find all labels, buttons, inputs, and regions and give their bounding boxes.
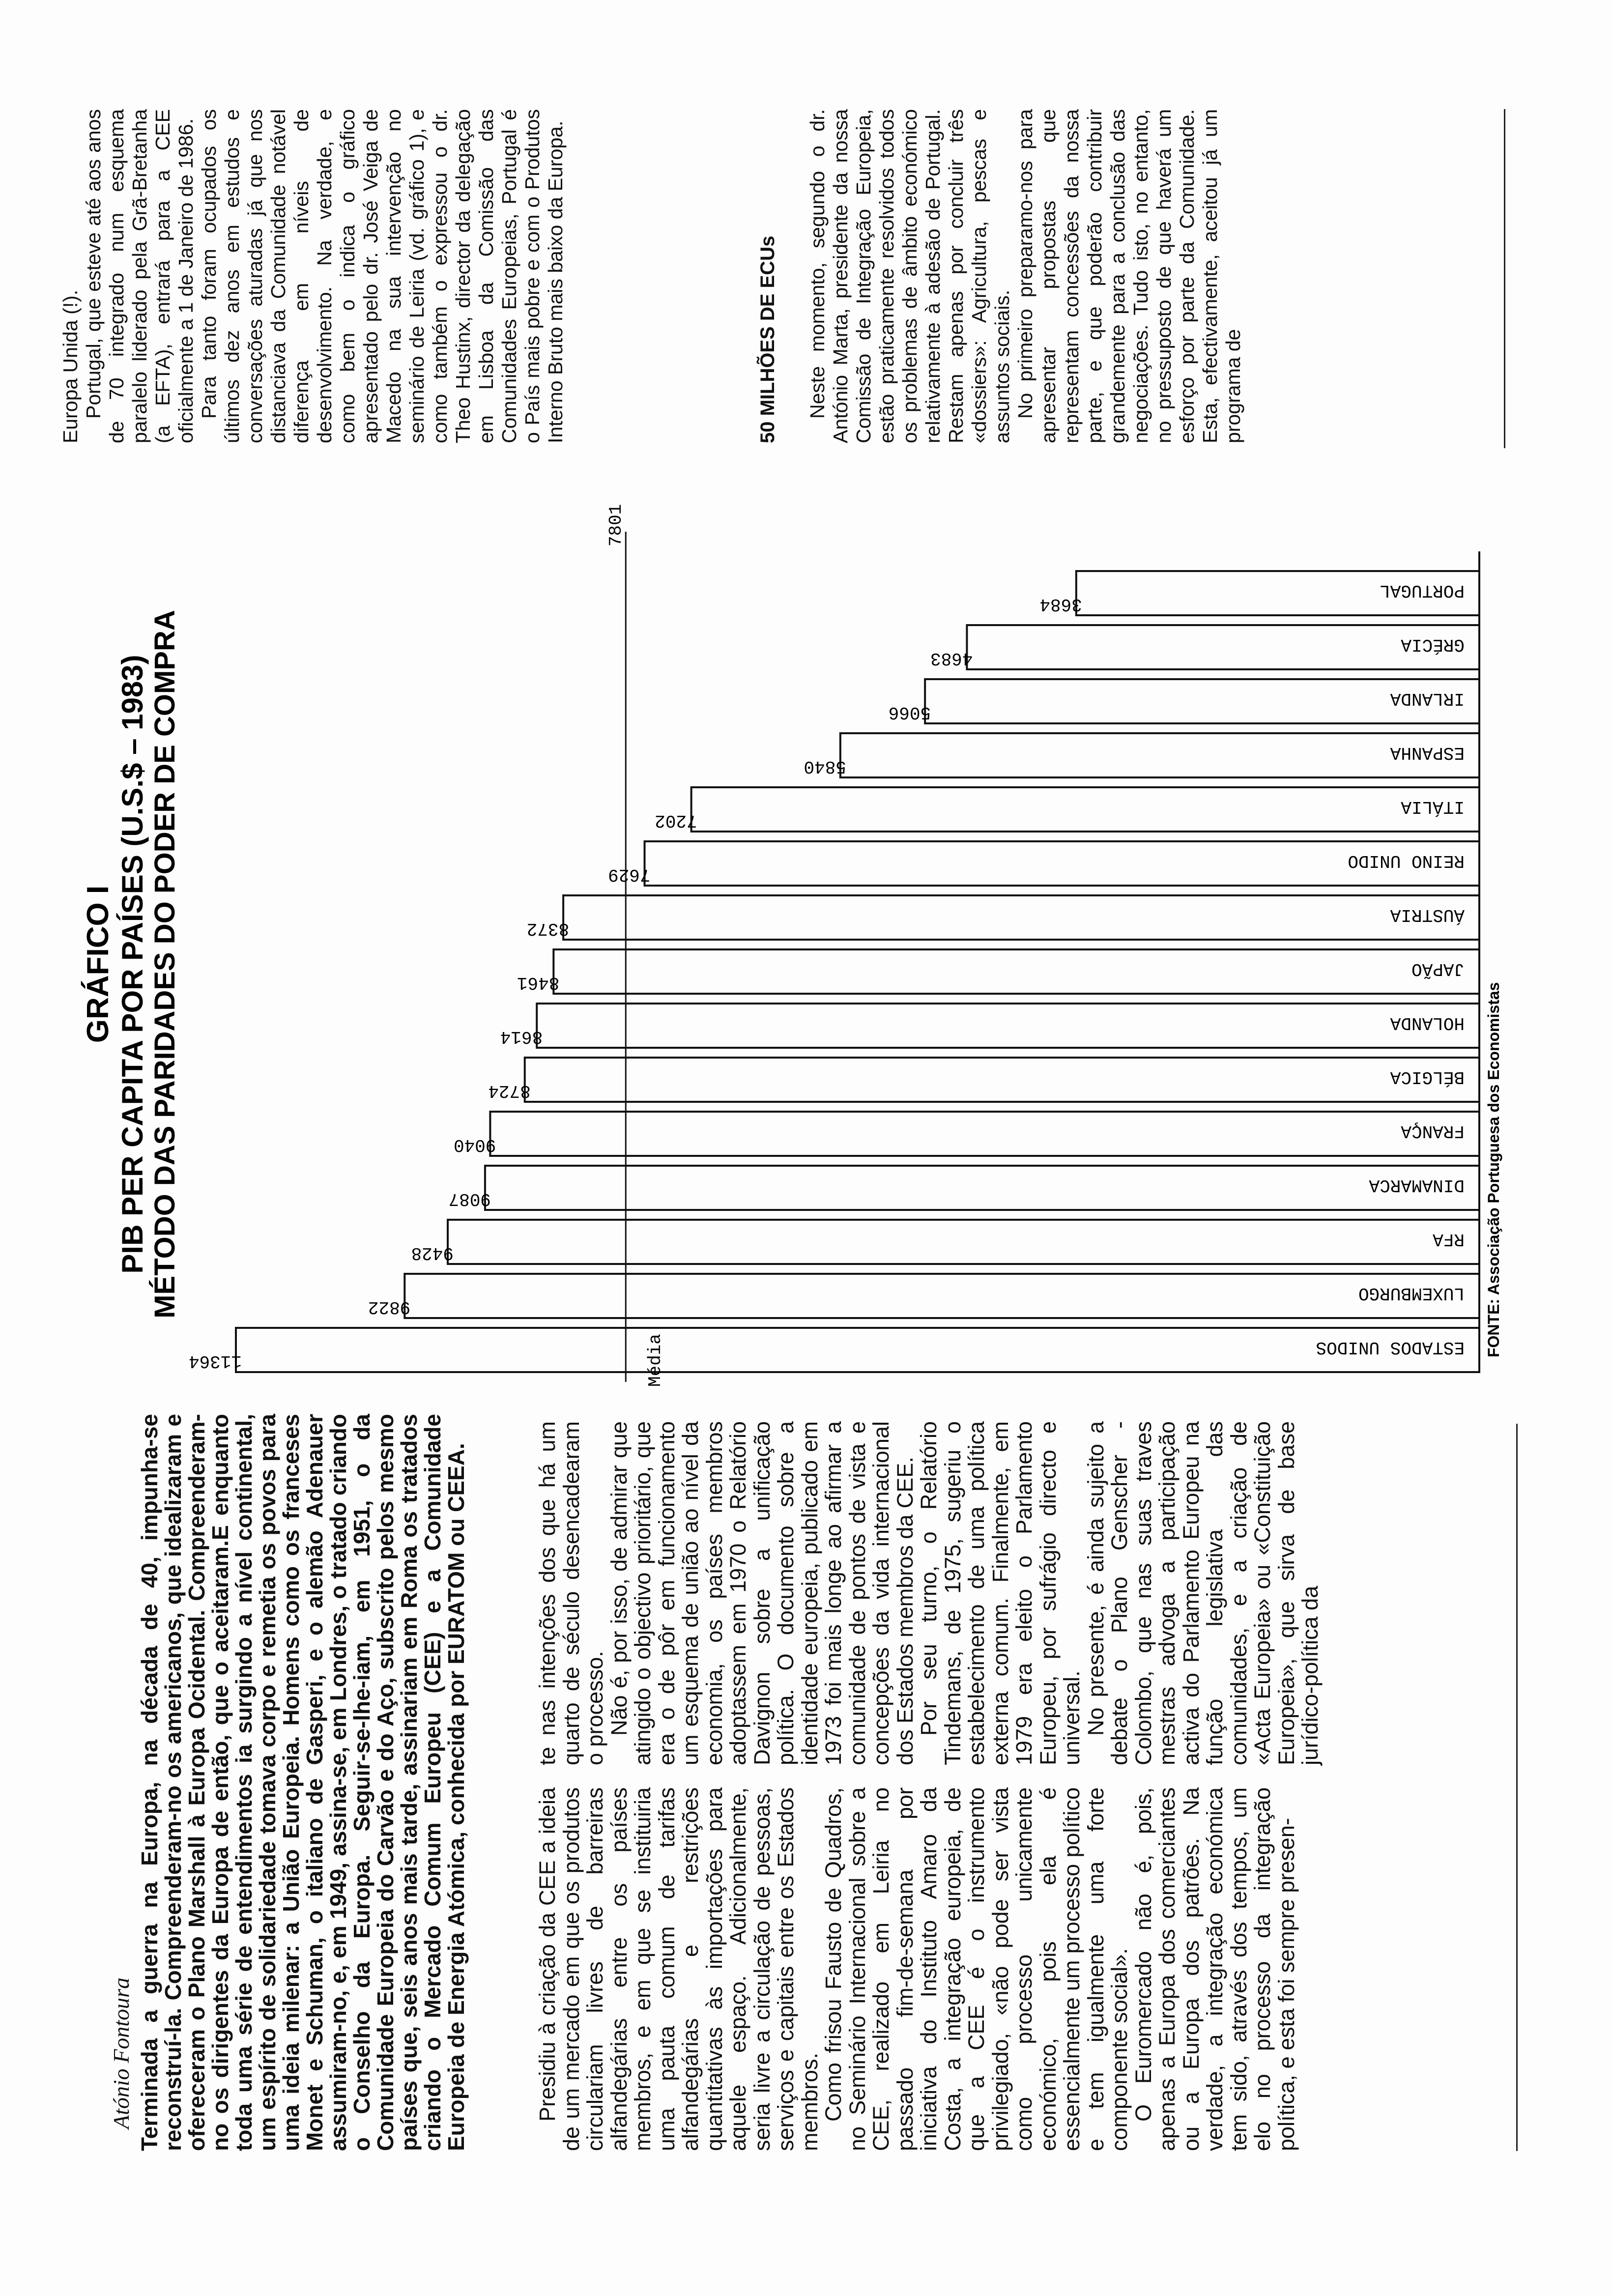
bar-category-label: ESPANHA bbox=[1390, 743, 1465, 763]
article-paragraph: Não é, por isso, de admirar que atingido o objectivo prioritário, que era o de pôr em funcionamento um esquema de união ao nível da economia, os países membros adoptassem em 1970 o Relatório Davignon sobre a unificação política. O documento sobre a identidade europeia, publicado em 1973 foi mais longe ao afirmar a comunidade de pontos de vista e concepções da vida internacional dos Estados membros da CEE. bbox=[606, 1421, 918, 1765]
bar-category-label: FRANÇA bbox=[1401, 1121, 1465, 1141]
bar-category-label: LUXEMBURGO bbox=[1358, 1283, 1465, 1303]
sidebar-paragraph: Neste momento, segundo o dr. António Marta, presidente da nossa Comissão de Integração Europeia, estão praticamente resolvidos todos os problemas de âmbito económico relativamente à adesão de Portugal. Restam apenas por concluir três «dossiers»: Agricultura, pescas e assuntos sociais. bbox=[806, 109, 1013, 443]
bar-value-label: 8461 bbox=[517, 973, 560, 993]
article-paragraph: O Euromercado não é, pois, apenas a Europa dos comerciantes ou a Europa dos patrões. Na verdade, a integração económica tem sido, através dos tempos, um elo no processo da integração política, e esta foi sempre presen- bbox=[1130, 1787, 1299, 2151]
bar bbox=[563, 895, 1479, 940]
bar-category-label: HOLANDA bbox=[1390, 1013, 1465, 1033]
gdp-chart bbox=[79, 504, 1504, 1392]
bar-value-label: 8372 bbox=[526, 918, 570, 939]
chart-subtitle-1: PIB PER CAPITA POR PAÍSES (U.S.$ – 1983) bbox=[116, 655, 149, 1274]
sidebar-paragraph: Portugal, que esteve até aos anos de 70 integrado num esquema paralelo liderado pela Grã-Bretanha (a EFTA), entrará para a CEE oficialmente a 1 de Janeiro de 1986. bbox=[82, 109, 197, 443]
bar-category-label: ESTADOS UNIDOS bbox=[1316, 1337, 1465, 1357]
average-label: Média bbox=[645, 1333, 666, 1387]
bar-value-label: 4683 bbox=[930, 648, 973, 668]
article-paragraph: No presente, é ainda sujeito a debate o Plano Genscher - Colombo, que nas suas traves mestras advoga a participação activa do Parlamento Europeu na função legislativa das comunidades, e a criação de «Acta Europeia» ou «Constituição Europeia», que sirva de base jurídico-política da bbox=[1083, 1421, 1323, 1765]
article-paragraph: Por seu turno, o Relatório Tindemans, de 1975, sugeriu o estabelecimento de uma política externa comum. Finalmente, em 1979 era eleito o Parlamento Europeu, por sufrágio directo e universal. bbox=[916, 1421, 1084, 1765]
byline: Atónio Fontoura bbox=[109, 1978, 134, 2129]
bar-category-label: REINO UNIDO bbox=[1348, 851, 1465, 871]
bar-value-label: 9428 bbox=[411, 1243, 454, 1263]
article-paragraph: Como frisou Fausto de Quadros, no Seminário Internacional sobre a CEE, realizado em Leiria no passado fim-de-semana por iniciativa do Instituto Amaro da Costa, a integração europeia, de que a CEE é o instrumento privilegiado, «não pode ser vista como processo unicamente económico, pois ela é essencialmente um processo político e tem igualmente uma forte componente social». bbox=[821, 1787, 1132, 2151]
bar-category-label: BÉLGICA bbox=[1390, 1067, 1465, 1087]
bar-category-label: ÁUSTRIA bbox=[1390, 905, 1465, 925]
bar bbox=[840, 733, 1479, 777]
bar bbox=[691, 787, 1479, 832]
bar-value-label: 8724 bbox=[488, 1081, 531, 1101]
sidebar-paragraph: No primeiro preparamo-nos para apresentar propostas que representam concessões da nossa parte, e que poderão contribuir grandemente para a conclusão das negociações. Tudo isto, no entanto, no pressuposto de que haverá um esforço por parte da Comunidade. Esta, efectivamente, aceitou já um programa de bbox=[1014, 109, 1244, 443]
article-paragraph: te nas intenções dos que há um quarto de século desencadearam o processo. bbox=[535, 1421, 607, 1765]
bar-value-label: 9087 bbox=[448, 1189, 491, 1209]
bar bbox=[448, 1220, 1479, 1264]
average-value-label: 7801 bbox=[606, 504, 627, 546]
sidebar-top-text bbox=[59, 109, 567, 443]
bar bbox=[485, 1166, 1479, 1210]
bar-value-label: 9040 bbox=[453, 1135, 496, 1155]
bar-value-label: 7202 bbox=[655, 810, 697, 831]
chart-subtitle-2: MÉTODO DAS PARIDADES DO PODER DE COMPRA bbox=[149, 610, 181, 1319]
bar bbox=[553, 949, 1479, 994]
sidebar-heading: 50 MILHÕES DE ECUs bbox=[757, 235, 778, 443]
chart-source: FONTE: Associação Portuguesa dos Economistas bbox=[1485, 982, 1502, 1357]
bar-value-label: 11364 bbox=[188, 1351, 242, 1371]
bar-category-label: PORTUGAL bbox=[1380, 580, 1465, 601]
sidebar-paragraph: Europa Unida (!). bbox=[59, 289, 82, 443]
bar-category-label: ITÁLIA bbox=[1401, 797, 1465, 817]
article-column-1 bbox=[536, 1787, 1298, 2151]
bar-category-label: IRLANDA bbox=[1390, 689, 1465, 709]
column-bottom-rule bbox=[1516, 1424, 1518, 2151]
bar-value-label: 5840 bbox=[804, 756, 846, 776]
bar-category-label: GRÉCIA bbox=[1401, 634, 1465, 655]
bar bbox=[537, 1004, 1479, 1048]
bar-category-label: JAPÃO bbox=[1411, 959, 1465, 979]
article-column-2 bbox=[536, 1421, 1323, 1765]
bar-value-label: 5066 bbox=[888, 702, 931, 722]
article-paragraph: Presidiu à criação da CEE a ideia de um mercado em que os produtos circulariam livres de barreiras alfandegárias entre os países membros, e em que se instituiria uma pauta comum de tarifas alfandegárias e restrições quantitativas às importações para aquele espaço. Adicionalmente, seria livre a circulação de pessoas, serviços e capitais entre os Estados membros. bbox=[535, 1787, 822, 2151]
sidebar-paragraph: Para tanto foram ocupados os últimos dez anos em estudos e conversações aturadas já que nos distanciava da Comunidade notável diferença em níveis de desenvolvimento. Na verdade, e como bem o indica o gráfico apresentado pelo dr. José Veiga de Macedo na sua intervenção no seminário de Leiria (vd. gráfico 1), e como também o expressou o dr. Theo Hustinx, director da delegação em Lisboa da Comissão das Comunidades Europeias, Portugal é o País mais pobre e com o Produtos Interno Bruto mais baixo da Europa. bbox=[198, 109, 567, 443]
bar bbox=[404, 1274, 1479, 1318]
bar bbox=[525, 1058, 1479, 1102]
bar bbox=[236, 1328, 1479, 1372]
sidebar-bottom-text bbox=[806, 109, 1245, 443]
lead-paragraph: Terminada a guerra na Europa, na década de 40, impunha-se reconstruí-la. Compreenderam-no os americanos, que idealizaram e ofereceram o Plano Marshall à Europa Ocidental. Compreenderam-no os dirigentes da Europa de então, que o aceitaram.E enquanto toda uma série de entendimentos ia surgindo a nível continental, um espírito de solidariedade tomava corpo e remetia os povos para uma ideia milenar: a União Europeia. Homens como os franceses Monet e Schuman, o italiano de Gasperi, e o alemão Adenauer assumiram-no, e, em 1949, assina-se, em Londres, o tratado criando o Conselho da Europa. Seguir-se-lhe-iam, em 1951, o da Comunidade Europeia do Carvão e do Aço, subscrito pelos mesmo países que, seis anos mais tarde, assinariam em Roma os tratados criando o Mercado Comum Europeu (CEE) e a Comunidade Europeia de Energia Atómica, conhecida por EURATOM ou CEEA. bbox=[137, 1414, 469, 2151]
chart-title: GRÁFICO I bbox=[81, 885, 115, 1043]
bar-value-label: 8614 bbox=[500, 1027, 543, 1047]
bar bbox=[490, 1112, 1479, 1156]
sidebar-bottom-rule bbox=[1504, 109, 1505, 448]
bar-value-label: 9822 bbox=[368, 1297, 411, 1317]
bar-value-label: 7629 bbox=[608, 864, 651, 885]
bar-category-label: RFA bbox=[1433, 1229, 1465, 1249]
bar-value-label: 3684 bbox=[1039, 594, 1082, 614]
bar-category-label: DINAMARCA bbox=[1369, 1175, 1465, 1195]
